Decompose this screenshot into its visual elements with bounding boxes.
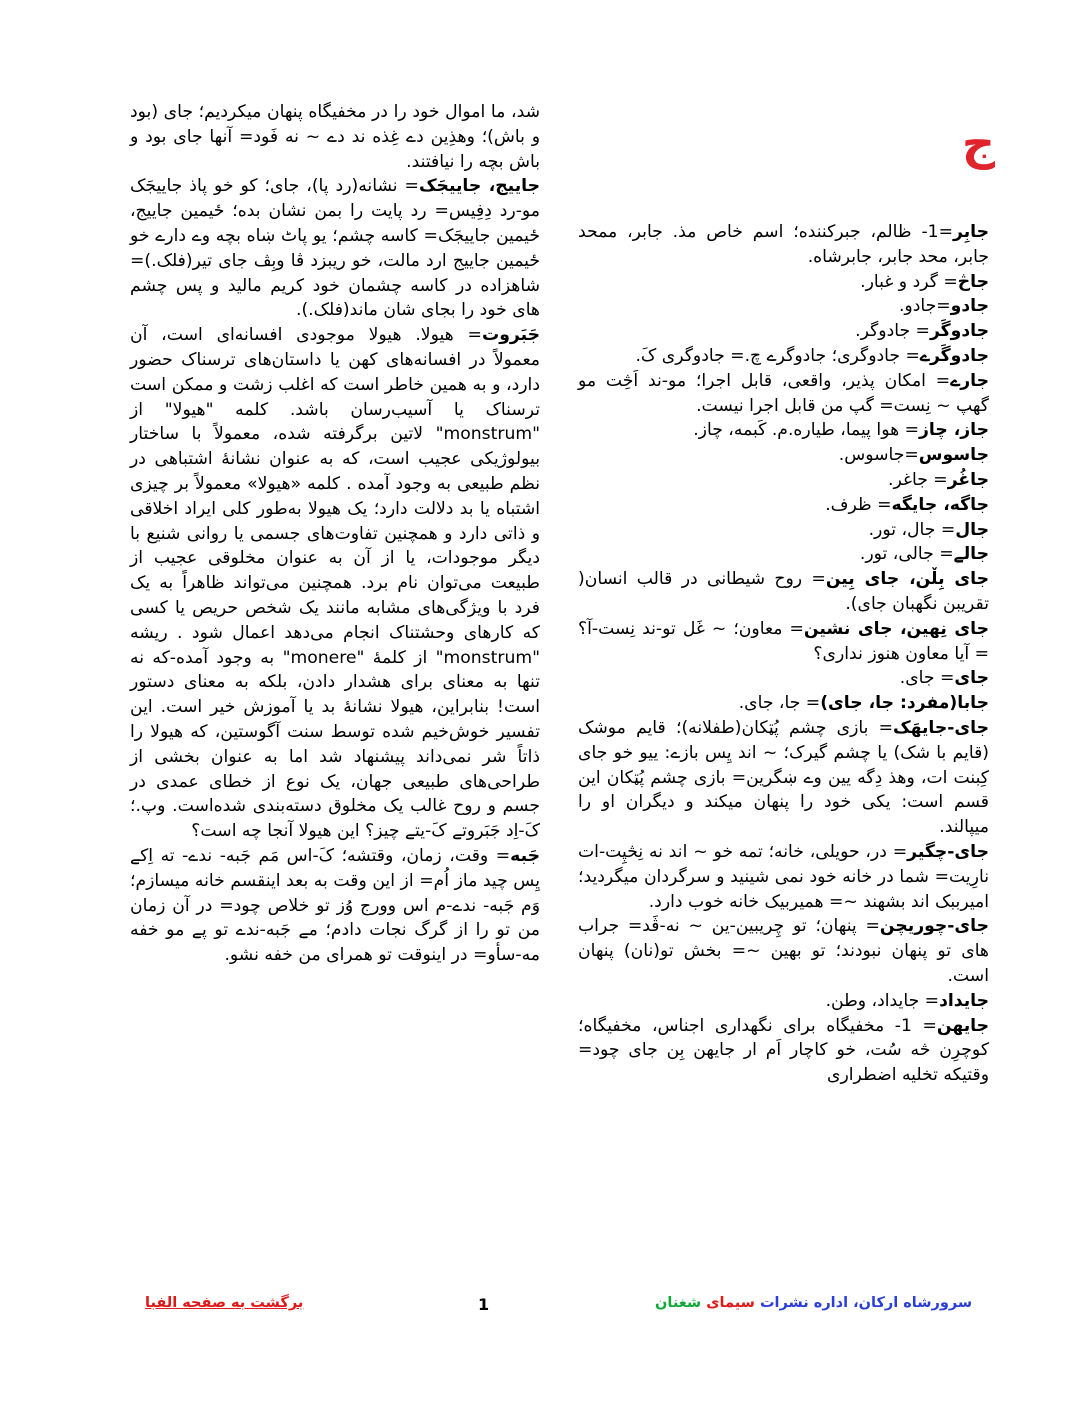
dictionary-entry	[578, 418, 989, 443]
entry-headword: جابا(مفرد: جا، جای)	[820, 693, 989, 714]
dictionary-entry	[578, 294, 989, 319]
entry-definition: = 1- مخفیگاه برای نگهداری اجناس، مخفیگاه؛ کوچرِن څه سُت، خو کاچار اَم ار جایهن بِن جای چود= وقتیکه تخلیه اضطراری	[578, 1015, 989, 1086]
dictionary-entry	[130, 174, 540, 323]
dictionary-entry	[578, 666, 989, 691]
entry-headword: جال	[955, 519, 989, 540]
entry-headword: جابِر	[953, 222, 989, 242]
entry-definition: =جادو.	[898, 296, 951, 317]
entry-headword: جای نِهین، جای نشین	[803, 618, 989, 639]
entry-headword: جادوگَرے	[919, 345, 989, 366]
dictionary-entry	[578, 691, 989, 716]
credit-publisher: اداره نشرات	[759, 1295, 849, 1311]
dictionary-entry	[578, 493, 989, 518]
left-column	[130, 100, 540, 968]
entry-headword: جای بِڵن، جای بِین	[825, 569, 989, 590]
entry-headword: جاگه، جایگه	[891, 494, 989, 515]
dictionary-entry	[578, 344, 989, 369]
dictionary-entry	[578, 369, 989, 419]
dictionary-entry	[578, 518, 989, 543]
credit-place: شغنان	[655, 1295, 702, 1311]
entry-headword: جَبه	[510, 845, 540, 866]
entry-definition: = جادوگری؛ جادوگرے چ.= جادوگری کَ.	[635, 345, 920, 366]
entry-headword: جایداد	[939, 990, 989, 1011]
page-number: 1	[478, 1295, 490, 1314]
dictionary-entry	[578, 468, 989, 493]
entry-headword: جای	[954, 668, 989, 689]
section-letter: ج	[961, 116, 995, 170]
entry-definition: = جایداد، وطن.	[825, 990, 940, 1011]
dictionary-entry	[578, 617, 989, 667]
right-column	[578, 220, 989, 1088]
credit-author: سرورشاه ارکان،	[853, 1295, 973, 1311]
entry-headword: جاغُر	[947, 469, 989, 490]
entry-headword: جادو	[950, 296, 989, 317]
entry-definition: = جالی، تور.	[859, 544, 954, 565]
entry-definition: = ظرف.	[825, 494, 892, 515]
dictionary-entry	[578, 567, 989, 617]
entry-definition: = نشانه(رد پا)، جای؛ کو خو پاذ جاییجَک مو-رد دِفِیس= رد پایت را بمن نشان بده؛ ځیمین جاییج، ځیمین جاییجَک= کاسه چشم؛ یو پاٹ ښاه بچه وے دارے خو ځیمین جاییج ارد مالت، خو ریبزد ڤا وبِڤ جای تیر(فلک.)= شاهزاده در کاسه چشمان خود کریم مالید و پس چشم های خود را بجای شان ماند(فلک.).	[130, 176, 540, 321]
entry-definition: شد، ما اموال خود را در مخفیگاه پنهان میکردیم؛ جای (بود و باش)؛ وهذِین دے غِذه ند دے ~ نه فَود= آنها جای بود و باش بچه را نیافتند.	[130, 102, 540, 172]
entry-headword: جاز، چاز	[919, 420, 989, 441]
dictionary-entry	[130, 323, 540, 844]
back-to-alphabet-link[interactable]: برگشت به صفحه الفبا	[145, 1295, 304, 1311]
dictionary-entry	[578, 542, 989, 567]
dictionary-entry	[578, 270, 989, 295]
entry-definition: =1- ظالم، جبرکننده؛ اسم خاص مذ. جابر، ممحد جابر، محد جابر، جابرشاه.	[578, 222, 989, 267]
entry-definition: = روح شیطانی در قالب انسان( تقریبن نگهبان جای).	[578, 569, 989, 614]
entry-definition: = امکان پذیر، واقعی، قابل اجرا؛ مو-ند اَڅِت مو گهپ ~ نِست= گپ من قابل اجرا نیست.	[578, 370, 989, 416]
entry-definition: = در، حویلی، خانه؛ تمه خو ~ اند نه نِڅپِت-ات نارِیت= شما در خانه خود نمی شینید و سرگردان میگردید؛ امیرببک اند بشهند ~= همیربیک خانه خوب دارد.	[578, 841, 989, 912]
entry-definition: = جال، تور.	[868, 519, 956, 540]
entry-headword: جاڅ	[957, 271, 989, 292]
entry-definition: =جاسوس.	[838, 445, 919, 466]
entry-headword: جادوگَر	[929, 321, 989, 342]
dictionary-entry	[578, 840, 989, 914]
dictionary-entry	[130, 100, 540, 174]
dictionary-entry	[578, 443, 989, 468]
dictionary-entry	[578, 1014, 989, 1088]
dictionary-entry	[578, 914, 989, 988]
entry-definition: = جادوگر.	[855, 321, 930, 342]
dictionary-entry	[130, 844, 540, 968]
dictionary-entry	[578, 220, 989, 270]
entry-headword: جای-جایهَک	[893, 717, 989, 738]
entry-definition: = جای.	[899, 668, 955, 689]
entry-headword: جارے	[950, 370, 989, 391]
entry-headword: جای-چوریچن	[879, 916, 989, 937]
dictionary-entry	[578, 716, 989, 840]
entry-definition: = گرد و غبار.	[860, 271, 958, 292]
entry-headword: جایهن	[936, 1015, 989, 1036]
dictionary-entry	[578, 989, 989, 1014]
entry-definition: = بازی چشم پُټکان(طفلانه)؛ قایم موشک (قایم با شک) یا چشم گیرک؛ ~ اند یِس بازے: ییو خو جای کِبنت ات، وهذ دِگه یین وے ښگرین= بازی چشم پُټکان این قسم است: یکی خود را پنهان میکند و دیگران او را میپالند.	[578, 717, 989, 838]
entry-definition: = پنهان؛ تو چِریبین-ین ~ نه-ڤَد= جراب های تو پنهان نبودند؛ تو بهین ~= بخش تو(نان) پنهان است.	[578, 916, 989, 986]
entry-headword: جاییج، جاییجَک	[418, 176, 540, 197]
credit-brand: سیمای	[706, 1295, 755, 1311]
entry-definition: = هوا پیما، طیاره.م. کَبمه، چاز.	[693, 420, 920, 441]
entry-headword: جاسوس	[918, 445, 989, 466]
entry-definition: = جا، جای.	[738, 693, 821, 714]
entry-definition: = جاغر.	[888, 469, 948, 490]
entry-definition: = هیولا. هیولا موجودی افسانه‌ای است، آن معمولاً در افسانه‌های کهن یا داستان‌های ترسناک حضور دارد، و به همین خاطر است که اغلب زشت و ممکن است ترسناک یا آسیب‌رسان باشد. کلمه "هیولا" از "monstrum" لاتین برگرفته شده، معمولاً با ساختار بیولوژیکی عجیب است، که به عنوان نشانهٔ اشتباهی در نظم طبیعی به وجود آمده . کلمه «هیولا» معمولاً بر چیزی اشتباه یا بد دلالت دارد؛ یک هیولا به‌طور کلی ایراد اخلاقی و ذاتی دارد و همچنین تفاوت‌های جسمی یا روانی شنیع با دیگر موجودات، یا از آن به عنوان مخلوقی عجیب از طبیعت می‌توان نام برد. همچنین می‌تواند ظاهراً به یک فرد با ویژگی‌های مشابه مانند یک شخص حریص یا کسی که کارهای وحشتناک انجام می‌دهد اعمال شود . ریشه "monstrum" از کلمهٔ "monere" به وجود آمده-که نه تنها به معنای برای هشدار دادن، بلکه به معنای دستور است! بنابراین، هیولا نشانهٔ بد یا آموزش خیر است. این تفسیر خوش‌خیم شده توسط سنت آگوستین، که هیولا را ذاتاً شر نمی‌داند پیشنهاد شد اما به عنوان بخشی از طراحی‌های طبیعی جهان، یک نوع از خطای عمدی در جسم و روح غالب یک مخلوق دسته‌بندی شده‌است. وپ.؛ کَ-اِد جَبَروتے کَ-یتے چیز؟ این هیولا آنجا چه است؟	[130, 325, 540, 842]
entry-definition: = وقت، زمان، وقتشه؛ کَ-اس مَم جَبه- ندے- ته اِکے یِس چید ماز اُم= از این وقت به بعد اینقسم خانه میسازم؛ وَم جَبه- ندے-م اس وورج وُز تو خلاص چود= در آن زمان من تو را از گرگ نجات دادم؛ مے جَبه-ندے تو پے مو خفه مه-سأو= در اینوقت تو همرای من خفه نشو.	[130, 845, 540, 966]
entry-definition: = معاون؛ ~ غَل تو-ند نِست-آ؟= آیا معاون هنوز نداری؟	[578, 618, 989, 664]
entry-headword: جالے	[953, 544, 989, 565]
entry-headword: جَبَروت	[481, 325, 540, 346]
entry-headword: جای-چگیر	[907, 841, 989, 862]
dictionary-entry	[578, 319, 989, 344]
footer-credit	[655, 1295, 972, 1311]
